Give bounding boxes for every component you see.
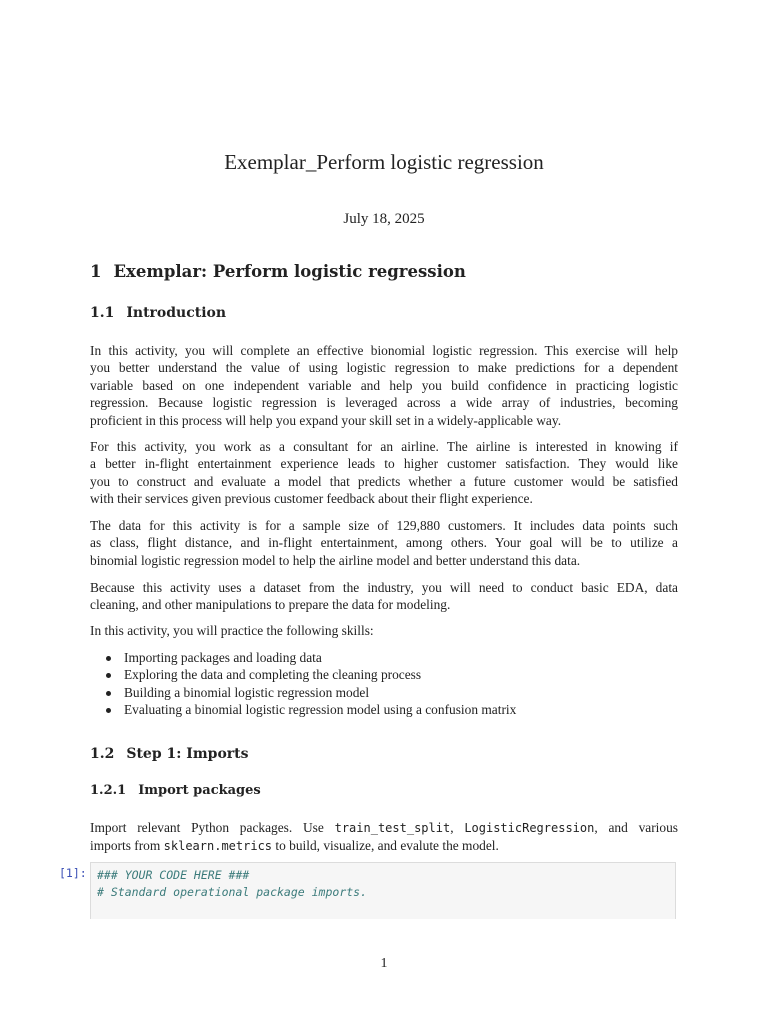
text-line: a better in-flight entertainment experience leads to higher customer satisfaction. They would like bbox=[90, 456, 678, 472]
section-title: Exemplar: Perform logistic regression bbox=[113, 262, 466, 281]
intro-paragraph-1 bbox=[90, 342, 678, 429]
subsection-number: 1.1 bbox=[90, 305, 115, 321]
code-comment-line: ### YOUR CODE HERE ### bbox=[97, 868, 250, 882]
list-item bbox=[124, 701, 516, 718]
subsubsection-heading-import-packages bbox=[90, 783, 261, 798]
list-item-text: Importing packages and loading data bbox=[124, 650, 322, 665]
skills-list bbox=[90, 649, 516, 719]
text-line: For this activity, you work as a consultant for an airline. The airline is interested in knowing if bbox=[90, 439, 678, 454]
subsection-heading-step1 bbox=[90, 746, 249, 762]
text-line: Because this activity uses a dataset from the industry, you will need to conduct basic EDA, data bbox=[90, 580, 678, 595]
subsection-number: 1.2 bbox=[90, 746, 115, 762]
list-item-text: Exploring the data and completing the cleaning process bbox=[124, 667, 422, 683]
list-item bbox=[124, 649, 516, 666]
text-line: variable based on one independent variable and help you build confidence in practicing logistic bbox=[90, 377, 678, 393]
cell-execution-prompt: [1]: bbox=[59, 866, 87, 880]
text-line: as class, flight distance, and in-flight entertainment, among others. Your goal will be to utilize a bbox=[90, 535, 678, 551]
text-fragment: Import relevant Python packages. Use bbox=[90, 820, 335, 835]
list-item-text: Evaluating a binomial logistic regression model using a confusion matrix bbox=[124, 702, 517, 718]
code-cell[interactable] bbox=[90, 862, 676, 919]
text-line: binomial logistic regression model to help the airline model and better understand this data. bbox=[90, 552, 581, 568]
bullet-icon bbox=[106, 673, 111, 678]
list-item bbox=[124, 684, 516, 701]
document-title: Exemplar_Perform logistic regression bbox=[224, 150, 544, 174]
page-number: 1 bbox=[380, 956, 388, 971]
text-line bbox=[90, 819, 678, 837]
subsubsection-title: Import packages bbox=[138, 783, 261, 798]
inline-code: sklearn.metrics bbox=[163, 839, 273, 854]
intro-paragraph-5 bbox=[90, 622, 678, 639]
list-item bbox=[124, 666, 516, 683]
text-fragment: , and various bbox=[594, 820, 678, 835]
import-instructions-paragraph bbox=[90, 819, 678, 856]
subsection-heading-introduction bbox=[90, 305, 226, 321]
intro-paragraph-2 bbox=[90, 438, 678, 508]
bullet-icon bbox=[106, 708, 111, 713]
text-fragment: , bbox=[450, 820, 465, 835]
text-line: regression. Because logistic regression is leveraged across a wide array of industries, becoming bbox=[90, 395, 678, 411]
subsection-title: Step 1: Imports bbox=[126, 746, 249, 762]
text-line: with their services given previous customer feedback about their flight experience. bbox=[90, 491, 533, 507]
code-comment-line: # Standard operational package imports. bbox=[97, 885, 368, 899]
text-line: cleaning, and other manipulations to prepare the data for modeling. bbox=[90, 597, 451, 613]
bullet-icon bbox=[106, 691, 111, 696]
text-line: The data for this activity is for a sample size of 129,880 customers. It includes data points such bbox=[90, 518, 678, 533]
inline-code: LogisticRegression bbox=[464, 821, 595, 835]
section-heading-exemplar bbox=[90, 262, 466, 281]
text-fragment: imports from bbox=[90, 838, 164, 854]
intro-paragraph-4 bbox=[90, 579, 678, 614]
text-line: In this activity, you will practice the following skills: bbox=[90, 623, 374, 638]
list-item-text: Building a binomial logistic regression model bbox=[124, 684, 370, 700]
subsection-title: Introduction bbox=[126, 305, 227, 321]
subsubsection-number: 1.2.1 bbox=[90, 783, 127, 798]
bullet-icon bbox=[106, 656, 111, 661]
text-line bbox=[90, 837, 678, 855]
text-line: you to construct and evaluate a model that predicts whether a future customer would be satisfied bbox=[90, 473, 678, 489]
text-line: proficient in this process will help you expand your skill set in a widely-applicable way. bbox=[90, 412, 562, 428]
intro-paragraph-3 bbox=[90, 517, 678, 569]
text-line: you better understand the value of using logistic regression to make predictions for a dependent bbox=[90, 360, 678, 376]
document-date: July 18, 2025 bbox=[343, 211, 425, 227]
text-fragment: to build, visualize, and evalute the model. bbox=[272, 838, 499, 854]
inline-code: train_test_split bbox=[334, 821, 451, 835]
text-line: In this activity, you will complete an effective bionomial logistic regression. This exercise will help bbox=[90, 343, 678, 358]
section-number: 1 bbox=[90, 262, 102, 281]
